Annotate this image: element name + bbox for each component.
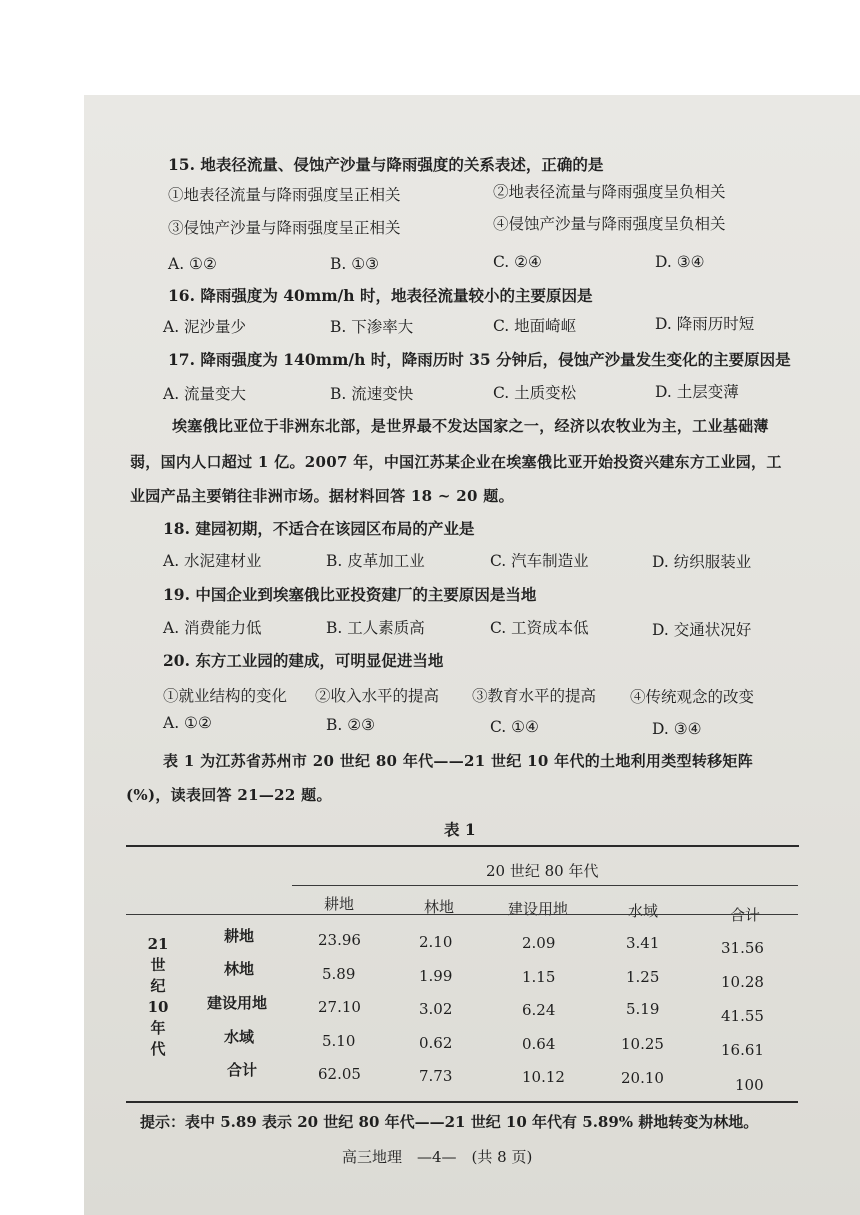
question-18-stem: 18. 建园初期，不适合在该园区布局的产业是 bbox=[163, 519, 475, 538]
q17-option-a: A. 流量变大 bbox=[163, 385, 247, 403]
q15-statement-2: ②地表径流量与降雨强度呈负相关 bbox=[493, 183, 726, 201]
q20-option-c: C. ①④ bbox=[490, 718, 539, 736]
table-cell: 6.24 bbox=[522, 1001, 556, 1019]
q17-option-d: D. 土层变薄 bbox=[655, 383, 739, 401]
table-cell: 3.02 bbox=[419, 1000, 453, 1018]
q20-statement-2: ②收入水平的提高 bbox=[315, 687, 440, 705]
table-cell: 1.15 bbox=[522, 968, 556, 986]
table-caption: 表 1 bbox=[444, 820, 476, 839]
table-row-label: 合计 bbox=[227, 1061, 258, 1079]
table-header-water: 水域 bbox=[628, 902, 659, 920]
table-row-group-label bbox=[146, 934, 170, 1060]
q15-statement-3: ③侵蚀产沙量与降雨强度呈正相关 bbox=[168, 219, 401, 237]
q17-option-b: B. 流速变快 bbox=[330, 385, 414, 403]
question-16-stem: 16. 降雨强度为 40mm/h 时，地表径流量较小的主要原因是 bbox=[168, 286, 593, 305]
table-row-label: 耕地 bbox=[224, 927, 255, 945]
q15-statement-1: ①地表径流量与降雨强度呈正相关 bbox=[168, 186, 401, 204]
question-17-stem: 17. 降雨强度为 140mm/h 时，降雨历时 35 分钟后，侵蚀产沙量发生变化的主要原因是 bbox=[168, 350, 791, 369]
row-group-char: 21 bbox=[147, 935, 169, 953]
table-group-rule bbox=[292, 885, 798, 886]
passage-ethiopia-line-3: 业园产品主要销往非洲市场。据材料回答 18 ~ 20 题。 bbox=[130, 487, 514, 505]
question-19-stem: 19. 中国企业到埃塞俄比亚投资建厂的主要原因是当地 bbox=[163, 585, 537, 604]
table-cell: 20.10 bbox=[621, 1069, 664, 1087]
table-header-farmland: 耕地 bbox=[324, 895, 355, 913]
table-cell: 10.12 bbox=[522, 1068, 565, 1086]
table-cell: 5.89 bbox=[322, 965, 356, 983]
q19-option-d: D. 交通状况好 bbox=[652, 621, 752, 639]
q20-option-b: B. ②③ bbox=[326, 716, 376, 734]
q19-option-a: A. 消费能力低 bbox=[163, 619, 262, 637]
q20-statement-1: ①就业结构的变化 bbox=[163, 687, 288, 705]
q16-option-d: D. 降雨历时短 bbox=[655, 315, 755, 333]
table-cell: 10.25 bbox=[621, 1035, 664, 1053]
table-cell: 7.73 bbox=[419, 1067, 453, 1085]
q18-option-c: C. 汽车制造业 bbox=[490, 552, 589, 570]
passage-table-intro-line-1: 表 1 为江苏省苏州市 20 世纪 80 年代——21 世纪 10 年代的土地利用类型转移矩阵 bbox=[163, 752, 754, 770]
q15-option-a: A. ①② bbox=[168, 255, 217, 273]
table-cell: 1.99 bbox=[419, 967, 453, 985]
question-20-stem: 20. 东方工业园的建成，可明显促进当地 bbox=[163, 651, 444, 670]
table-cell: 16.61 bbox=[721, 1041, 764, 1059]
table-cell: 10.28 bbox=[721, 973, 764, 991]
page-footer: 高三地理 —4— (共 8 页) bbox=[342, 1148, 533, 1166]
q20-option-d: D. ③④ bbox=[652, 720, 702, 738]
table-cell: 1.25 bbox=[626, 968, 660, 986]
table-row-label: 水域 bbox=[224, 1028, 255, 1046]
q15-option-b: B. ①③ bbox=[330, 255, 380, 273]
q15-option-d: D. ③④ bbox=[655, 253, 705, 271]
question-15-stem: 15. 地表径流量、侵蚀产沙量与降雨强度的关系表述，正确的是 bbox=[168, 155, 604, 174]
table-cell: 3.41 bbox=[626, 934, 660, 952]
q18-option-d: D. 纺织服装业 bbox=[652, 553, 752, 571]
row-group-char: 代 bbox=[150, 1040, 166, 1058]
table-row-label: 林地 bbox=[224, 960, 255, 978]
table-cell: 31.56 bbox=[721, 939, 764, 957]
q15-option-c: C. ②④ bbox=[493, 253, 542, 271]
table-cell: 100 bbox=[735, 1076, 764, 1094]
q20-statement-3: ③教育水平的提高 bbox=[472, 687, 597, 705]
row-group-char: 纪 bbox=[150, 977, 166, 995]
table-top-rule bbox=[126, 845, 799, 847]
q20-option-a: A. ①② bbox=[163, 714, 212, 732]
q16-option-b: B. 下渗率大 bbox=[330, 318, 414, 336]
row-group-char: 世 bbox=[150, 956, 166, 974]
q17-option-c: C. 土质变松 bbox=[493, 384, 577, 402]
table-header-rule bbox=[126, 914, 798, 915]
q19-option-c: C. 工资成本低 bbox=[490, 619, 589, 637]
table-header-construction: 建设用地 bbox=[508, 900, 569, 918]
table-cell: 23.96 bbox=[318, 931, 361, 949]
q16-option-a: A. 泥沙量少 bbox=[163, 318, 247, 336]
table-column-group: 20 世纪 80 年代 bbox=[486, 862, 599, 880]
table-header-forest: 林地 bbox=[424, 898, 455, 916]
table-cell: 5.10 bbox=[322, 1032, 356, 1050]
table-cell: 2.10 bbox=[419, 933, 453, 951]
q20-statement-4: ④传统观念的改变 bbox=[630, 688, 755, 706]
table-note: 提示：表中 5.89 表示 20 世纪 80 年代——21 世纪 10 年代有 5.89% 耕地转变为林地。 bbox=[140, 1113, 759, 1131]
table-cell: 5.19 bbox=[626, 1000, 660, 1018]
table-cell: 0.64 bbox=[522, 1035, 556, 1053]
passage-ethiopia-line-1: 埃塞俄比亚位于非洲东北部，是世界最不发达国家之一，经济以农牧业为主，工业基础薄 bbox=[172, 417, 769, 435]
q15-statement-4: ④侵蚀产沙量与降雨强度呈负相关 bbox=[493, 215, 726, 233]
table-cell: 0.62 bbox=[419, 1034, 453, 1052]
table-header-total: 合计 bbox=[730, 906, 761, 924]
table-cell: 27.10 bbox=[318, 998, 361, 1016]
table-bottom-rule bbox=[126, 1101, 798, 1103]
q18-option-a: A. 水泥建材业 bbox=[163, 552, 262, 570]
row-group-char: 年 bbox=[150, 1019, 166, 1037]
q16-option-c: C. 地面崎岖 bbox=[493, 317, 577, 335]
table-cell: 2.09 bbox=[522, 934, 556, 952]
passage-ethiopia-line-2: 弱，国内人口超过 1 亿。2007 年，中国江苏某企业在埃塞俄比亚开始投资兴建东方工业园，工 bbox=[130, 453, 782, 471]
q19-option-b: B. 工人素质高 bbox=[326, 619, 425, 637]
passage-table-intro-line-2: (%)，读表回答 21—22 题。 bbox=[126, 786, 332, 804]
table-cell: 41.55 bbox=[721, 1007, 764, 1025]
table-row-label: 建设用地 bbox=[207, 994, 268, 1012]
table-cell: 62.05 bbox=[318, 1065, 361, 1083]
q18-option-b: B. 皮革加工业 bbox=[326, 552, 425, 570]
row-group-char: 10 bbox=[147, 998, 169, 1016]
